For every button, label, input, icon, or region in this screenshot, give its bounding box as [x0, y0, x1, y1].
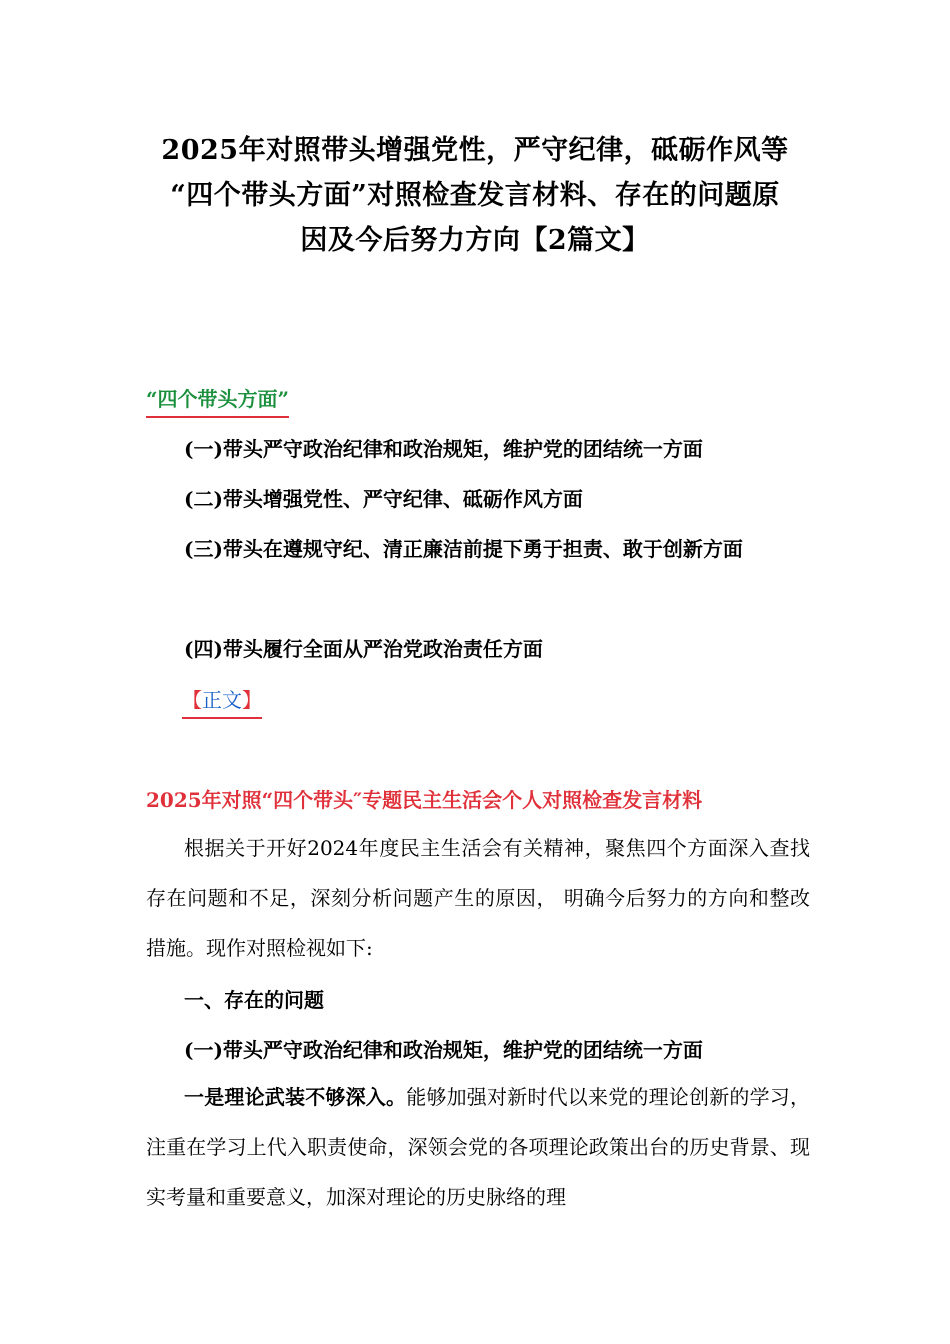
zhengwen-link[interactable]: [182, 684, 262, 719]
article-title: 2025年对照“四个带头″专题民主生活会个人对照检查发言材料: [146, 788, 703, 812]
zhengwen-label: 正文: [202, 688, 242, 712]
bracket-right: 】: [242, 688, 262, 712]
title-line-1: 2025年对照带头增强党性，严守纪律，砥砺作风等: [161, 135, 789, 166]
list-item-2: (二)带头增强党性、严守纪律、砥砺作风方面: [184, 487, 583, 511]
point-lead: 一是理论武装不够深入。: [184, 1085, 407, 1109]
title-line-2: “四个带头方面”对照检查发言材料、存在的问题原: [170, 180, 780, 211]
list-item-1: (一)带头严守政治纪律和政治规矩，维护党的团结统一方面: [184, 437, 703, 461]
document-title: [140, 128, 810, 263]
heading-subsection-1: (一)带头严守政治纪律和政治规矩，维护党的团结统一方面: [184, 1038, 703, 1062]
list-item-4: (四)带头履行全面从严治党政治责任方面: [184, 637, 543, 661]
intro-paragraph: 根据关于开好2024年度民主生活会有关精神，聚焦四个方面深入查找存在问题和不足，深刻分析问题产生的原因， 明确今后努力的方向和整改措施。现作对照检视如下:: [146, 836, 810, 960]
heading-problems: 一、存在的问题: [184, 988, 324, 1012]
point-paragraph-1: [146, 1072, 810, 1222]
point-body: 能够加强对新时代以来党的理论创新的学习，注重在学习上代入职责使命，深领会党的各项理论政策出台的历史背景、现实考量和重要意义，加深对理论的历史脉络的理: [146, 1085, 811, 1209]
section-heading: “四个带头方面”: [146, 383, 289, 418]
title-line-3: 因及今后努力方向【2篇文】: [300, 225, 650, 256]
bracket-left: 【: [182, 688, 202, 712]
list-item-3: (三)带头在遵规守纪、清正廉洁前提下勇于担责、敢于创新方面: [184, 537, 743, 561]
